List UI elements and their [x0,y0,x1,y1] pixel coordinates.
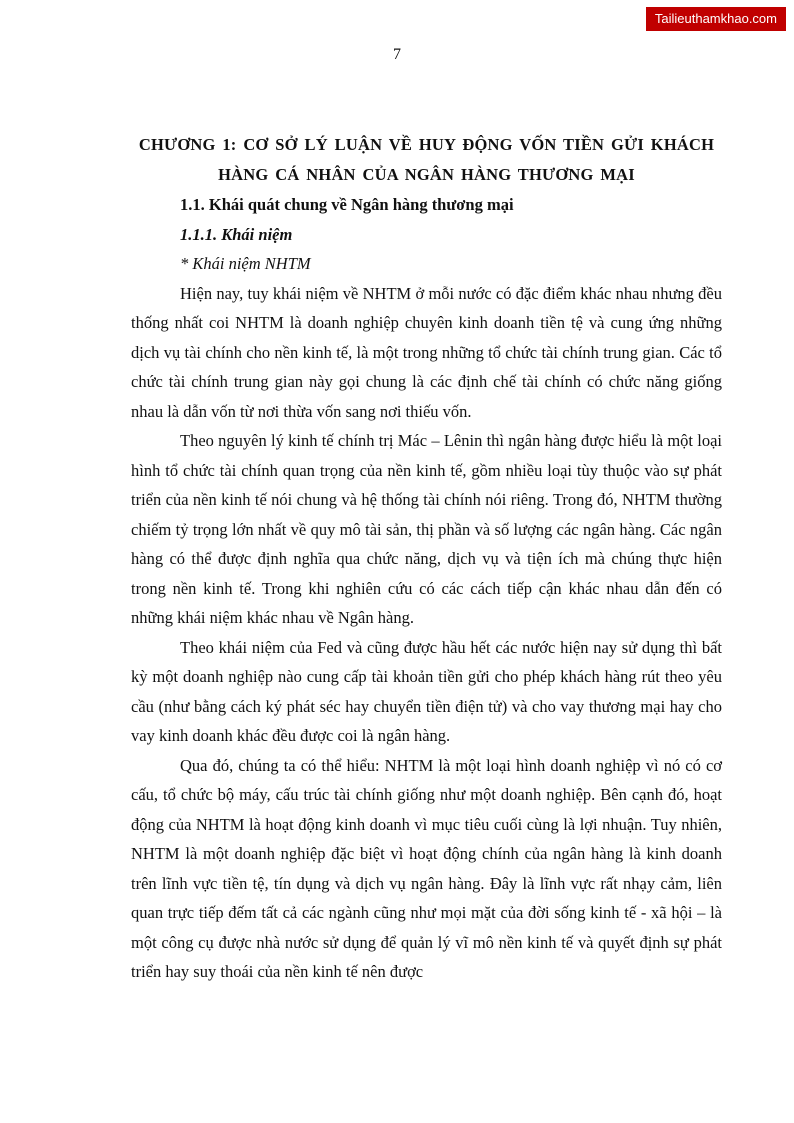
paragraph-3: Theo khái niệm của Fed và cũng được hầu hết các nước hiện nay sử dụng thì bất kỳ một doanh nghiệp nào cung cấp tài khoản tiền gửi cho phép khách hàng rút theo yêu cầu (như bằng cách ký phát séc hay chuyển tiền điện tử) và cho vay thương mại hay cho vay kinh doanh khác đều được coi là ngân hàng. [131,637,722,745]
paragraph-2: Theo nguyên lý kinh tế chính trị Mác – Lênin thì ngân hàng được hiểu là một loại hình tổ chức tài chính quan trọng của nền kinh tế, gồm nhiều loại tùy thuộc vào sự phát triển của nền kinh tế nói chung và hệ thống tài chính nói riêng. Trong đó, NHTM thường chiếm tỷ trọng lớn nhất về quy mô tài sản, thị phần và số lượng các ngân hàng. Các ngân hàng có thể được định nghĩa qua chức năng, dịch vụ và tiện ích mà chúng thực hiện trong nền kinh tế. Trong khi nghiên cứu có các cách tiếp cận khác nhau dẫn đến có những khái niệm khác nhau về Ngân hàng. [131,431,722,627]
note-khai-niem-nhtm: * Khái niệm NHTM [180,254,311,273]
paragraph-4: Qua đó, chúng ta có thể hiểu: NHTM là một loại hình doanh nghiệp vì nó có cơ cấu, tổ chức bộ máy, cấu trúc tài chính giống như một doanh nghiệp. Bên cạnh đó, hoạt động của NHTM là hoạt động kinh doanh vì mục tiêu cuối cùng là lợi nhuận. Tuy nhiên, NHTM là một doanh nghiệp đặc biệt vì hoạt động chính của ngân hàng là kinh doanh trên lĩnh vực tiền tệ, tín dụng và dịch vụ ngân hàng. Đây là lĩnh vực rất nhạy cảm, liên quan trực tiếp đếm tất cả các ngành cũng như mọi mặt của đời sống kinh tế - xã hội – là một công cụ được nhà nước sử dụng để quản lý vĩ mô nền kinh tế và quyết định sự phát triển hay suy thoái của nền kinh tế nên được [131,755,722,981]
chapter-heading-line-2: HÀNG CÁ NHÂN CỦA NGÂN HÀNG THƯƠNG MẠI [218,165,635,184]
paragraph-1: Hiện nay, tuy khái niệm về NHTM ở mỗi nước có đặc điểm khác nhau nhưng đều thống nhất coi NHTM là doanh nghiệp chuyên kinh doanh tiền tệ và cung ứng những dịch vụ tài chính cho nền kinh tế, là một trong những tổ chức tài chính trung gian. Các tổ chức tài chính trung gian này gọi chung là các định chế tài chính có chức năng giống nhau là dẫn vốn từ nơi thừa vốn sang nơi thiếu vốn. [131,283,722,421]
chapter-heading [131,130,722,190]
watermark-badge[interactable]: Tailieuthamkhao.com [646,7,786,31]
section-heading-1-1: 1.1. Khái quát chung về Ngân hàng thương mại [180,195,514,214]
page-content [131,130,722,987]
page-number: 7 [393,46,401,63]
chapter-heading-line-1: CHƯƠNG 1: CƠ SỞ LÝ LUẬN VỀ HUY ĐỘNG VỐN TIỀN GỬI KHÁCH [138,135,715,154]
subsection-heading-1-1-1: 1.1.1. Khái niệm [180,224,293,244]
